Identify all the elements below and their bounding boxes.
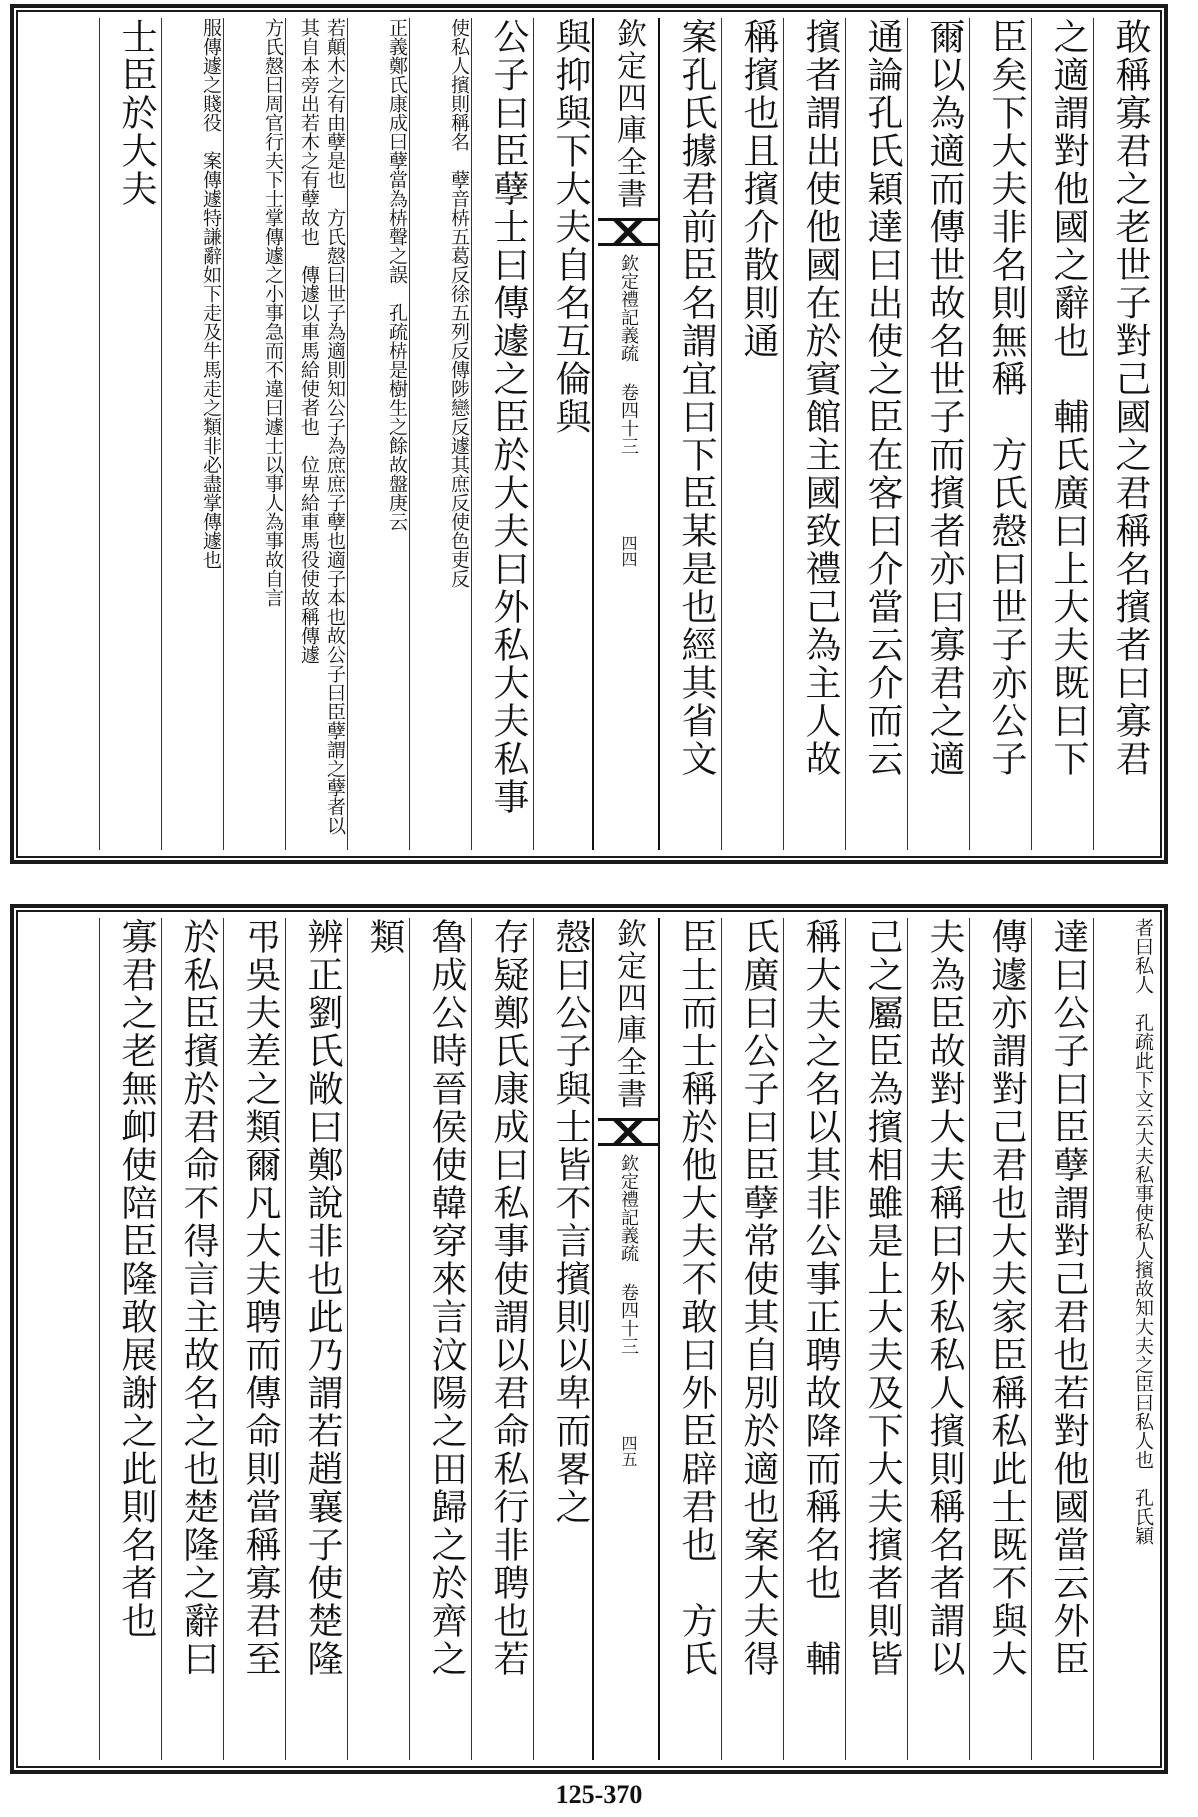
text-column: 魯成公時晉侯使韓穿來言汶陽之田歸之於齊之	[409, 918, 472, 1760]
text-column: 之適謂對他國之辭也 輔氏廣曰上大夫既曰下	[1031, 18, 1094, 850]
text-column: 傳遽亦謂對己君也大夫家臣稱私此士既不與大	[969, 918, 1032, 1760]
text-column: 於私臣擯於君命不得言主故名之也楚隆之辭曰	[161, 918, 224, 1760]
volume-label: 欽定禮記義疏 卷四十三	[618, 254, 639, 455]
text-column: 士臣於大夫	[99, 18, 162, 850]
text-column: 稱大夫之名以其非公事正聘故降而稱名也 輔	[783, 918, 846, 1760]
text-column: 服傳遽之賤役 案傳遽特謙辭如下走及牛馬走之類非必盡掌傳遽也	[161, 18, 224, 850]
text-column: 己之屬臣為擯相雖是上大夫及下大夫擯者則皆	[845, 918, 908, 1760]
text-column: 擯者謂出使他國在於賓館主國致禮己為主人故	[783, 18, 846, 850]
top-page	[10, 4, 1168, 864]
text-column: 類	[347, 918, 410, 1760]
text-column: 稱擯也且擯介散則通	[721, 18, 784, 850]
text-column: 寡君之老無卹使陪臣隆敢展謝之此則名者也	[99, 918, 162, 1760]
page-header-column	[592, 918, 660, 1760]
text-column: 公子曰臣孽士曰傳遽之臣於大夫曰外私大夫私事	[471, 18, 534, 850]
page-number: 四五	[619, 1435, 638, 1467]
volume-label: 欽定禮記義疏 卷四十三	[618, 1154, 639, 1355]
text-column: 弔吳夫差之類爾凡大夫聘而傳命則當稱寡君至	[223, 918, 286, 1760]
text-column: 臣士而士稱於他大夫不敢曰外臣辟君也 方氏	[659, 918, 722, 1760]
text-column: 夫為臣故對大夫稱曰外私私人擯則稱名者謂以	[907, 918, 970, 1760]
fishtail-mark-icon	[598, 1118, 658, 1146]
page-header-column	[592, 18, 660, 850]
text-column: 臣矣下大夫非名則無稱 方氏慤曰世子亦公子	[969, 18, 1032, 850]
text-column: 達曰公子曰臣孽謂對己君也若對他國當云外臣	[1031, 918, 1094, 1760]
text-column: 者曰私人 孔疏此下文云大夫私事使私人擯故知大夫之臣曰私人也 孔氏穎	[1093, 918, 1156, 1760]
page-footer-number: 125-370	[555, 1780, 643, 1809]
text-column: 與抑與下大夫自名互倫與	[533, 18, 596, 850]
text-column: 氏廣曰公子曰臣孽常使其自別於適也案大夫得	[721, 918, 784, 1760]
bottom-page	[10, 904, 1168, 1774]
text-column: 存疑鄭氏康成曰私事使謂以君命私行非聘也若	[471, 918, 534, 1760]
book-title: 欽定四庫全書	[611, 918, 646, 1110]
page-number: 四四	[619, 535, 638, 567]
text-column: 慤曰公子與士皆不言擯則以卑而畧之	[533, 918, 596, 1760]
text-column: 案孔氏據君前臣名謂宜曰下臣某是也經其省文	[659, 18, 722, 850]
text-column: 爾以為適而傳世故名世子而擯者亦曰寡君之適	[907, 18, 970, 850]
text-column: 通論孔氏穎達曰出使之臣在客曰介當云介而云	[845, 18, 908, 850]
text-column: 辨正劉氏敞曰鄭說非也此乃謂若趙襄子使楚隆	[285, 918, 348, 1760]
text-column: 敢稱寡君之老世子對己國之君稱名擯者曰寡君	[1093, 18, 1156, 850]
text-column: 若顛木之有由孽是也 方氏慤曰世子為適則知公子為庶庶子孽也適子本也故公子曰臣孽謂之孽者以其自本旁出若木之有孽故也 傳遽以車馬給使者也 位卑給車馬役使故稱傳遽	[285, 18, 348, 850]
text-column: 使私人擯則稱名 孽音枿五葛反徐五列反傳陟戀反遽其庶反使色吏反	[409, 18, 472, 850]
text-column: 方氏慤曰周官行夫下士掌傳遽之小事急而不違曰遽士以事人為事故自言	[223, 18, 286, 850]
text-column: 正義鄭氏康成曰孽當為枿聲之誤 孔疏枿是樹生之餘故盤庚云	[347, 18, 410, 850]
fishtail-mark-icon	[598, 218, 658, 246]
book-title: 欽定四庫全書	[611, 18, 646, 210]
